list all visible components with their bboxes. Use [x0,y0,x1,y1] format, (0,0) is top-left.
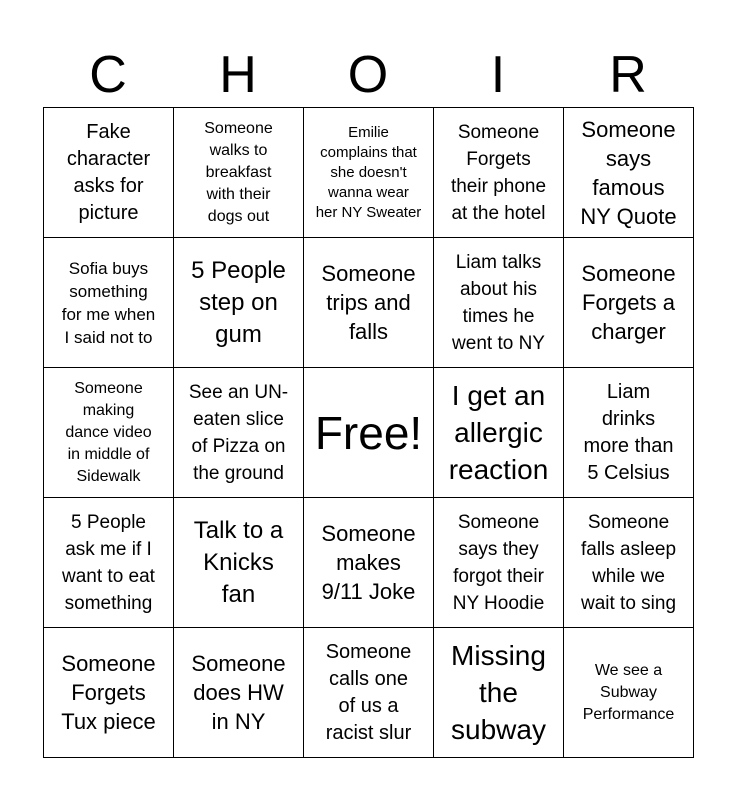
bingo-cell[interactable]: Emilie complains that she doesn't wanna wear her NY Sweater [304,108,434,238]
bingo-cell[interactable]: Someone making dance video in middle of Sidewalk [44,368,174,498]
bingo-cell[interactable]: Talk to a Knicks fan [174,498,304,628]
bingo-cell[interactable]: 5 People step on gum [174,238,304,368]
bingo-cell[interactable]: Someone says famous NY Quote [564,108,694,238]
bingo-cell[interactable]: Fake character asks for picture [44,108,174,238]
bingo-cell[interactable]: Someone Forgets their phone at the hotel [434,108,564,238]
header-letter-i: I [490,46,506,104]
header-letter-o: O [347,46,389,104]
bingo-cell[interactable]: Someone calls one of us a racist slur [304,628,434,758]
header-letter-r: R [609,46,647,104]
bingo-cell[interactable]: Liam talks about his times he went to NY [434,238,564,368]
bingo-header [43,44,693,106]
bingo-cell[interactable]: Sofia buys something for me when I said not to [44,238,174,368]
bingo-cell[interactable]: See an UN- eaten slice of Pizza on the ground [174,368,304,498]
header-letter-h: H [219,46,257,104]
header-letter-c: C [89,46,127,104]
bingo-cell[interactable]: Someone says they forgot their NY Hoodie [434,498,564,628]
bingo-cell[interactable]: Someone does HW in NY [174,628,304,758]
bingo-cell[interactable]: I get an allergic reaction [434,368,564,498]
bingo-cell[interactable]: Missing the subway [434,628,564,758]
bingo-cell[interactable]: Someone Forgets Tux piece [44,628,174,758]
bingo-cell[interactable]: Liam drinks more than 5 Celsius [564,368,694,498]
bingo-cell[interactable]: Someone falls asleep while we wait to sing [564,498,694,628]
bingo-cell[interactable]: Someone walks to breakfast with their dogs out [174,108,304,238]
bingo-cell[interactable]: Someone Forgets a charger [564,238,694,368]
bingo-cell[interactable]: Someone trips and falls [304,238,434,368]
bingo-cell[interactable]: We see a Subway Performance [564,628,694,758]
free-space-cell[interactable]: Free! [304,368,434,498]
bingo-cell[interactable]: Someone makes 9/11 Joke [304,498,434,628]
bingo-board [43,107,694,758]
bingo-cell[interactable]: 5 People ask me if I want to eat something [44,498,174,628]
